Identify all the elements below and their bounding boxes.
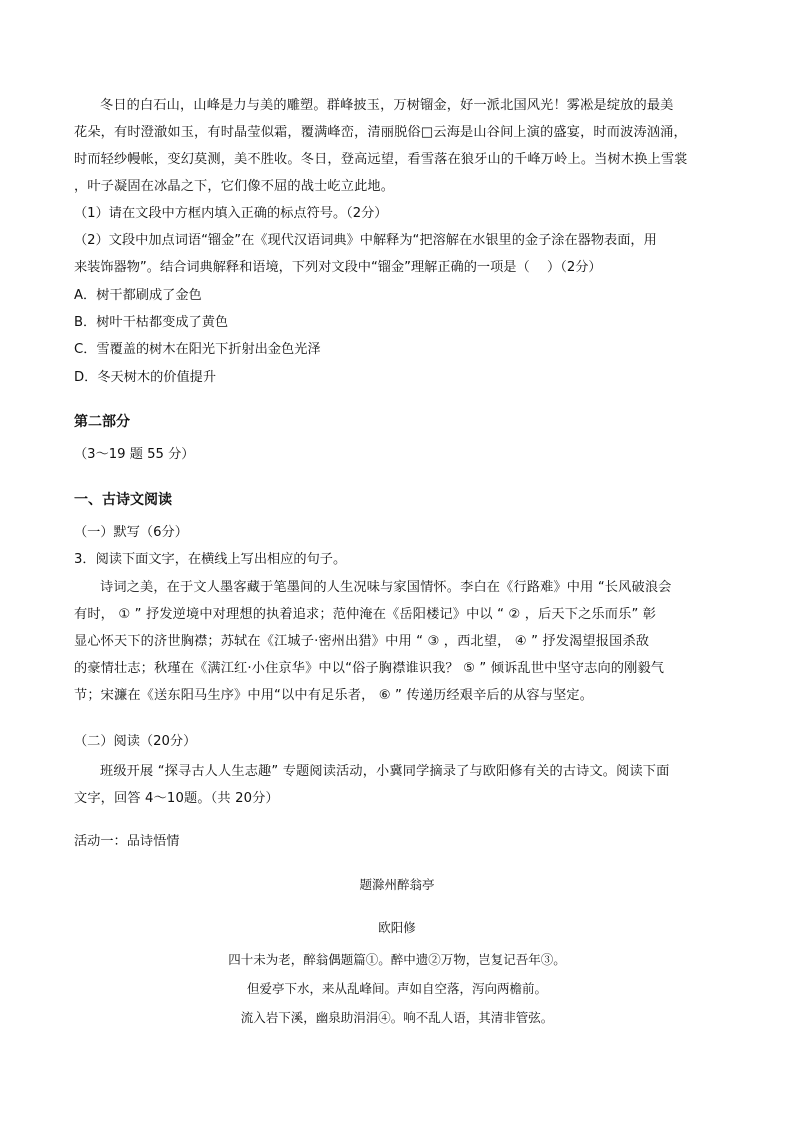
poem-author: 欧阳修 (378, 920, 416, 935)
passage-line-1: 冬日的白石山，山峰是力与美的雕塑。群峰披玉，万树镏金，好一派北国风光！雾凇是绽放的最美 (100, 98, 674, 113)
q3-line-1: 诗词之美，在于文人墨客藏于笔墨间的人生况味与家国情怀。李白在《行路难》中用 “长风破浪会 (100, 580, 672, 595)
q3-line-3: 显心怀天下的济世胸襟；苏轼在《江城子·密州出猎》中用 “ ③ ，西北望， ④ ” 抒发渴望报国杀敌 (74, 634, 650, 649)
activity-title: 活动一：品诗悟情 (74, 834, 180, 849)
q3-line-5: 节；宋濂在《送东阳马生序》中用“以中有足乐者， ⑥ ” 传递历经艰辛后的从容与坚定。 (74, 688, 594, 703)
poem-line-1: 四十未为老，醉翁偶题篇①。醉中遗②万物，岂复记吾年③。 (228, 952, 566, 967)
question-3: 3．阅读下面文字，在横线上写出相应的句子。 (74, 552, 347, 567)
poem-title: 题滁州醉翁亭 (359, 877, 435, 892)
reading-intro-line-1: 班级开展 “探寻古人人生志趣” 专题阅读活动，小冀同学摘录了与欧阳修有关的古诗文。阅读下面 (100, 764, 670, 779)
q3-line-2: 有时， ① ” 抒发逆境中对理想的执着追求；范仲淹在《岳阳楼记》中以 “ ② ，后天下之乐而乐” 彰 (74, 607, 657, 622)
subsection-dictation: （一）默写（6分） (74, 525, 188, 540)
option-d: D．冬天树木的价值提升 (74, 370, 217, 385)
question-1: （1）请在文段中方框内填入正确的标点符号。（2分） (74, 206, 388, 221)
reading-intro-line-2: 文字，回答 4～10题。（共 20分） (74, 791, 279, 806)
poem-line-2: 但爱亭下水，来从乱峰间。声如自空落，泻向两檐前。 (246, 981, 547, 996)
option-c: C．雪覆盖的树木在阳光下折射出金色光泽 (74, 342, 321, 357)
poem-line-3: 流入岩下溪，幽泉助涓涓④。响不乱人语，其清非管弦。 (240, 1010, 554, 1025)
passage-line-4: ，叶子凝固在冰晶之下，它们像不屈的战士屹立此地。 (74, 179, 395, 194)
subsection-reading: （二）阅读（20分） (74, 734, 197, 749)
option-b: B．树叶干枯都变成了黄色 (74, 315, 229, 330)
section1-title: 一、古诗文阅读 (74, 492, 172, 508)
part2-note: （3～19 题 55 分） (74, 447, 195, 462)
q3-line-4: 的豪情壮志；秋瑾在《满江红·小住京华》中以“俗子胸襟谁识我？ ⑤ ” 倾诉乱世中坚守志向的刚毅气 (74, 661, 665, 676)
passage-line-2: 花朵，有时澄澈如玉，有时晶莹似霜，覆满峰峦，清丽脱俗□云海是山谷间上演的盛宴，时而波涛汹涌， (74, 125, 687, 140)
option-a: A．树干都刷成了金色 (74, 288, 202, 303)
question-2-line-2: 来装饰器物”。结合词典解释和语境，下列对文段中“镏金”理解正确的一项是（ ）（2分） (74, 260, 602, 275)
question-2-line-1: （2）文段中加点词语“镏金”在《现代汉语词典》中解释为“把溶解在水银里的金子涂在器物表面，用 (74, 233, 657, 248)
part2-title: 第二部分 (74, 414, 130, 430)
passage-line-3: 时而轻纱幔帐，变幻莫测，美不胜收。冬日，登高远望，看雪落在狼牙山的千峰万岭上。当树木换上雪裳 (74, 152, 688, 167)
